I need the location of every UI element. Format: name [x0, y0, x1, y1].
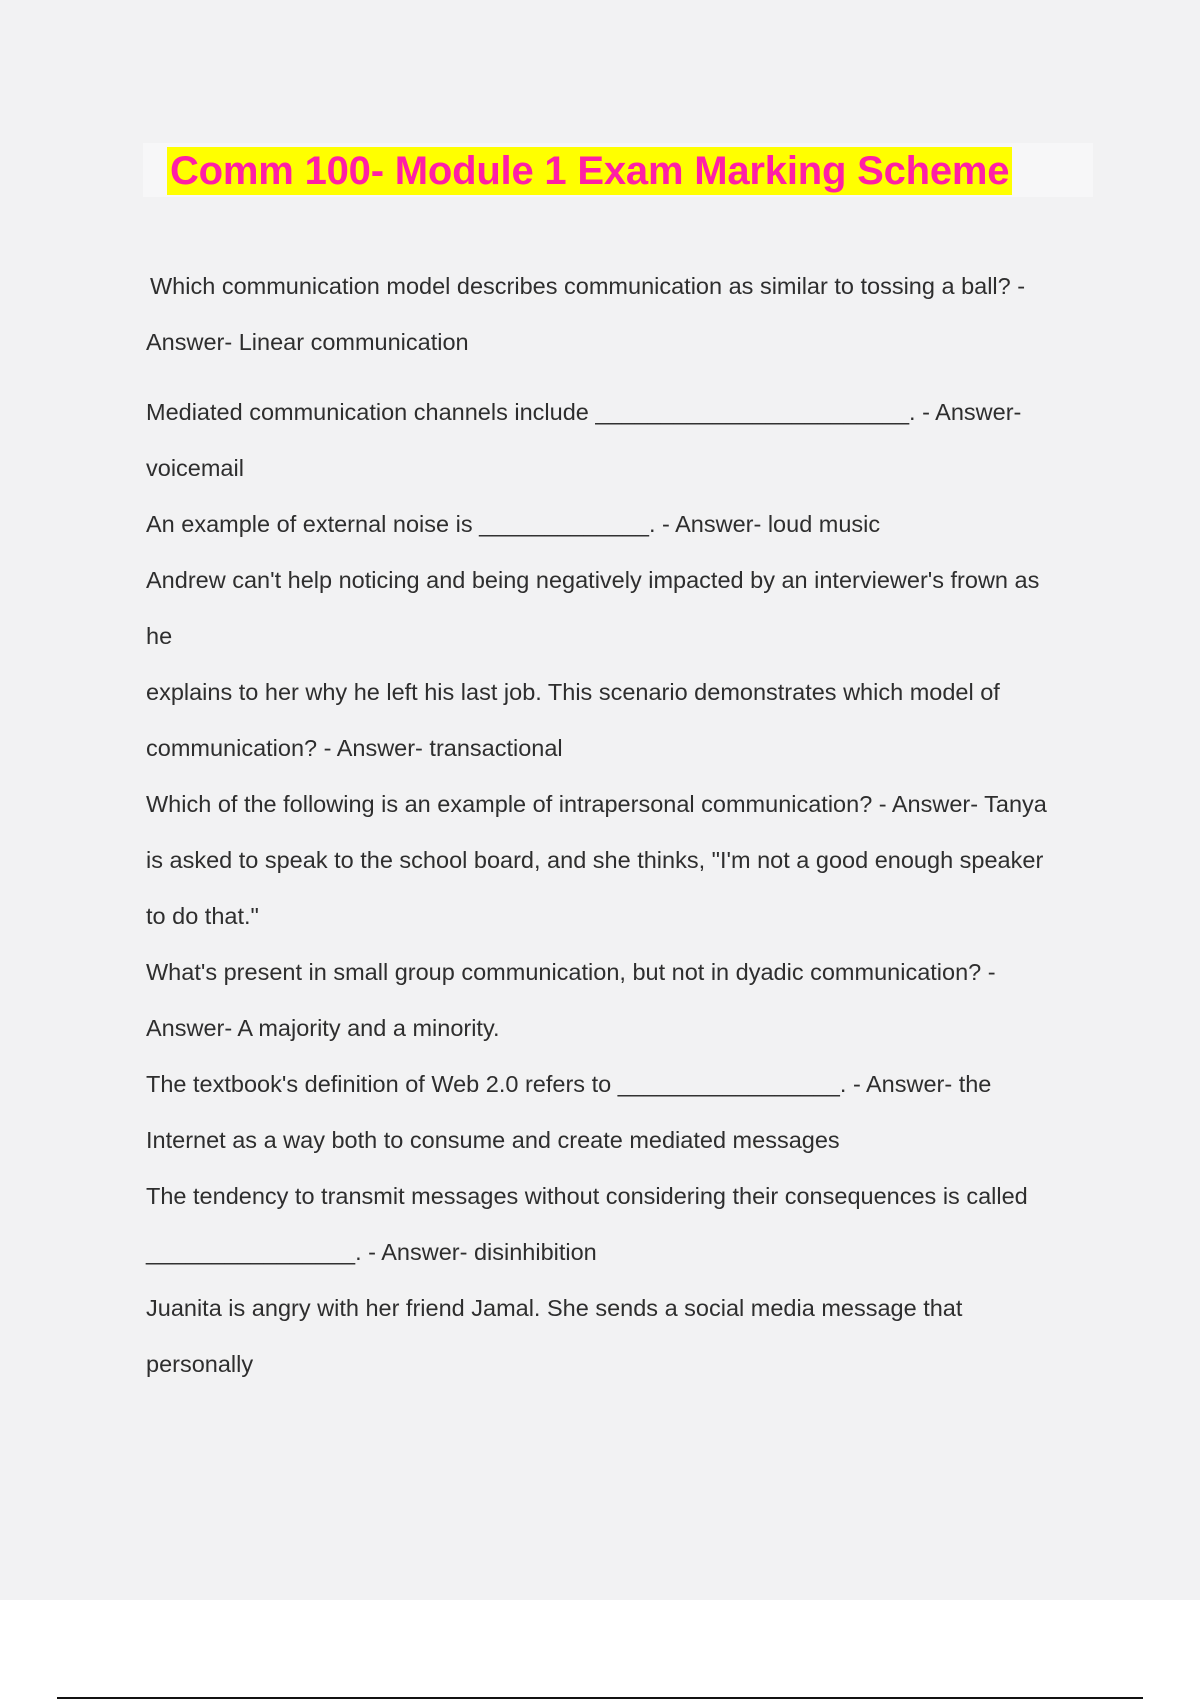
- paragraph-gap: [146, 370, 1086, 384]
- body-line: to do that.": [146, 903, 259, 929]
- body-line: Juanita is angry with her friend Jamal. She sends a social media message that: [146, 1295, 963, 1321]
- document-body: [146, 258, 1086, 1392]
- body-line: is asked to speak to the school board, and she thinks, "I'm not a good enough speaker: [146, 847, 1044, 873]
- body-line: Mediated communication channels include ________________________. - Answer-: [146, 399, 1022, 425]
- body-line: communication? - Answer- transactional: [146, 735, 563, 761]
- document-title: Comm 100- Module 1 Exam Marking Scheme: [167, 147, 1012, 195]
- body-line: ________________. - Answer- disinhibition: [146, 1239, 597, 1265]
- body-line: The tendency to transmit messages without considering their consequences is called: [146, 1183, 1028, 1209]
- page-footer-rule: [57, 1697, 1143, 1699]
- body-line: he: [146, 623, 173, 649]
- body-line: explains to her why he left his last job. This scenario demonstrates which model of: [146, 679, 1000, 705]
- body-line: personally: [146, 1351, 254, 1377]
- body-line: The textbook's definition of Web 2.0 refers to _________________. - Answer- the: [146, 1071, 992, 1097]
- body-line: An example of external noise is _____________. - Answer- loud music: [146, 511, 881, 537]
- body-line: Andrew can't help noticing and being negatively impacted by an interviewer's frown as: [146, 567, 1040, 593]
- body-line: Which of the following is an example of intrapersonal communication? - Answer- Tanya: [146, 791, 1047, 817]
- body-line: voicemail: [146, 455, 244, 481]
- body-line: Answer- Linear communication: [146, 329, 469, 355]
- body-line: What's present in small group communication, but not in dyadic communication? -: [146, 959, 996, 985]
- body-line: Internet as a way both to consume and create mediated messages: [146, 1127, 840, 1153]
- body-line: Which communication model describes communication as similar to tossing a ball? -: [150, 273, 1026, 299]
- body-line: Answer- A majority and a minority.: [146, 1015, 500, 1041]
